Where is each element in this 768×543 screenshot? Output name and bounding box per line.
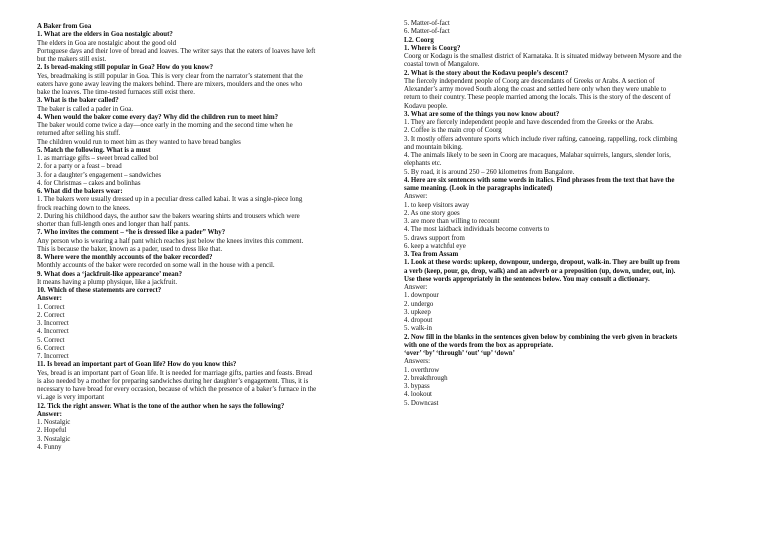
left-line-24: shorter than full-length ones and longer than half pants. <box>37 221 190 228</box>
right-line-34: 2. undergo <box>404 300 434 308</box>
left-line-44: necessary to have bread for every occasion, because of which the presence of a baker’s furnace in the <box>37 386 317 393</box>
left-line-2: The elders in Goa are nostalgic about the good old <box>37 39 177 47</box>
right-line-26: 5. draws support from <box>404 234 465 242</box>
left-line-45: vi..age is very important <box>37 394 105 402</box>
left-line-11: 4. When would the baker come every day? Why did the children run to meet him? <box>37 113 279 121</box>
right-line-0: 5. Matter-of-fact <box>404 20 450 27</box>
right-line-8: Alexander’s army moved South along the coast and settled here only when they were unable to <box>404 86 667 93</box>
left-line-37: 4. Incorrect <box>37 328 69 336</box>
right-line-24: 3. are more than willing to recount <box>404 218 500 225</box>
right-line-18: 5. By road, it is around 250 – 260 kilometres from Bangalore. <box>404 168 575 176</box>
left-line-28: 8. Where were the monthly accounts of the baker recorded? <box>37 254 213 261</box>
right-line-1: 6. Matter-of-fact <box>404 28 450 36</box>
right-line-15: and mountain biking. <box>404 143 463 151</box>
right-line-21: Answer: <box>404 193 428 201</box>
left-line-16: 1. as marriage gifts – sweet bread called bol <box>37 155 159 162</box>
left-line-41: 11. Is bread an important part of Goan life? How do you know this? <box>37 361 237 369</box>
right-line-35: 3. upkeep <box>404 308 431 316</box>
left-line-31: It means having a plump physique, like a jackfruit. <box>37 278 178 286</box>
left-line-14: The children would run to meet him as they wanted to have bread bangles <box>37 138 241 146</box>
left-line-7: eaters have gone away leaving the makers behind. There are mixers, moulders and the ones who <box>37 80 303 88</box>
left-column <box>37 23 387 452</box>
right-line-19: 4. Here are six sentences with some words in italics. Find phrases from the text that have the <box>404 176 675 184</box>
right-line-10: Kodavu people. <box>404 102 448 110</box>
left-line-29: Monthly accounts of the baker were recorded on some wall in the house with a pencil. <box>37 262 275 270</box>
left-line-42: Yes, bread is an important part of Goan life. It is needed for marriage gifts, parties and feasts. Bread <box>37 369 313 377</box>
left-line-22: frock reaching down to the knees. <box>37 204 131 212</box>
right-line-4: Coorg or Kodagu is the smallest district of Karnataka. It is situated midway between Mysore and the <box>404 53 682 60</box>
right-line-28: 3. Tea from Assam <box>404 251 459 258</box>
right-line-38: 2. Now fill in the blanks in the sentences given below by combining the verb given in brackets <box>404 333 678 341</box>
left-line-26: Any person who is wearing a half pant which reaches just below the knees invites this comment. <box>37 237 304 245</box>
right-line-17: elephants etc. <box>404 160 442 168</box>
left-line-35: 2. Correct <box>37 311 65 319</box>
right-line-9: return to their country. These people married among the locals. This is the story of the descent of <box>404 94 671 102</box>
left-line-17: 2. for a party or a feast – bread <box>37 163 122 171</box>
left-line-23: 2. During his childhood days, the author saw the bakers wearing shirts and trousers which were <box>37 212 300 220</box>
right-line-11: 3. What are some of the things you now know about? <box>404 110 560 118</box>
left-line-46: 12. Tick the right answer. What is the tone of the author when he says the following? <box>37 402 285 410</box>
right-line-29: 1. Look at these words: upkeep, downpour, undergo, dropout, walk-in. They are built up from <box>404 259 680 267</box>
left-line-48: 1. Nostalgic <box>37 419 71 426</box>
left-line-25: 7. Who invites the comment – “he is dressed like a pader” Why? <box>37 229 226 237</box>
left-line-4: but the makers still exist. <box>37 56 107 63</box>
right-line-20: same meaning. (Look in the paragraphs indicated) <box>404 185 553 192</box>
left-line-18: 3. for a daughter’s engagement – sandwiches <box>37 171 162 179</box>
right-column <box>404 20 749 408</box>
left-line-36: 3. Incorrect <box>37 320 69 327</box>
right-line-23: 2. As one story goes <box>404 209 460 217</box>
right-line-16: 4. The animals likely to be seen in Coorg are macaques, Malabar squirrels, langurs, slender loris, <box>404 152 671 159</box>
left-line-12: The baker would come twice a day—once early in the morning and the second time when he <box>37 122 293 129</box>
right-line-7: The fiercely independent people of Coorg are descendants of Greeks or Arabs. A section of <box>404 77 655 85</box>
right-line-40: ‘over’ ‘by’ ‘through’ ‘out’ ‘up’ ‘down’ <box>404 350 515 357</box>
right-line-25: 4. The most laidback individuals become converts to <box>404 226 550 234</box>
left-line-6: Yes, breadmaking is still popular in Goa. This is very clear from the narrator’s statement that the <box>37 72 303 80</box>
left-line-5: 2. Is bread-making still popular in Goa? How do you know? <box>37 64 214 72</box>
left-line-47: Answer: <box>37 410 62 418</box>
right-line-45: 4. lookout <box>404 391 432 399</box>
left-line-13: returned after selling his stuff. <box>37 130 121 138</box>
right-line-31: Use these words appropriately in the sentences below. You may consult a dictionary. <box>404 275 650 283</box>
right-line-42: 1. overthrow <box>404 366 440 374</box>
left-line-27: This is because the baker, known as a pader, used to dress like that. <box>37 245 223 253</box>
right-line-41: Answers: <box>404 358 431 366</box>
left-line-34: 1. Correct <box>37 303 65 311</box>
right-line-14: 3. It mostly offers adventure sports which include river rafting, canoeing, rappelling, rock climbing <box>404 135 678 143</box>
left-line-30: 9. What does a ‘jackfruit-like appearance’ mean? <box>37 270 183 278</box>
left-line-51: 4. Funny <box>37 443 62 451</box>
left-line-15: 5. Match the following. What is a must <box>37 146 151 154</box>
left-line-43: is also needed by a mother for preparing sandwiches during her daughter’s engagement. Thus, it is <box>37 377 309 385</box>
right-line-33: 1. downpour <box>404 292 439 300</box>
left-line-33: Answer: <box>37 295 62 303</box>
right-line-37: 5. walk-in <box>404 325 432 333</box>
left-line-32: 10. Which of these statements are correct? <box>37 287 162 294</box>
right-line-5: coastal town of Mangalore. <box>404 61 480 69</box>
right-line-12: 1. They are fiercely independent people and have descended from the Greeks or the Arabs. <box>404 119 654 126</box>
left-line-9: 3. What is the baker called? <box>37 97 119 105</box>
left-line-0: A Baker from Goa <box>37 23 92 30</box>
right-line-39: with one of the words from the box as appropriate. <box>404 341 554 349</box>
right-line-6: 2. What is the story about the Kodavu people’s descent? <box>404 69 569 77</box>
right-line-22: 1. to keep visitors away <box>404 201 470 209</box>
right-line-2: L2. Coorg <box>404 36 434 44</box>
right-line-13: 2. Coffee is the main crop of Coorg <box>404 127 502 135</box>
right-line-36: 4. dropout <box>404 317 433 324</box>
right-line-3: 1. Where is Coorg? <box>404 44 461 52</box>
left-line-8: bake the loaves. The time-tested furnaces still exist there. <box>37 89 195 96</box>
left-line-3: Portuguese days and their love of bread and loaves. The writer says that the eaters of loaves have left <box>37 47 316 55</box>
right-line-44: 3. bypass <box>404 383 430 390</box>
right-line-32: Answer: <box>404 284 428 291</box>
right-line-30: a verb (keep, pour, go, drop, walk) and an adverb or a preposition (up, down, under, out, in). <box>404 267 676 275</box>
right-line-46: 5. Downcast <box>404 399 439 407</box>
left-line-39: 6. Correct <box>37 344 65 352</box>
right-line-43: 2. breakthrough <box>404 374 448 382</box>
left-line-20: 6. What did the bakers wear: <box>37 188 123 195</box>
left-line-49: 2. Hopeful <box>37 427 67 435</box>
left-line-50: 3. Nostalgic <box>37 435 71 443</box>
left-line-1: 1. What are the elders in Goa nostalgic about? <box>37 31 173 39</box>
left-line-40: 7. Incorrect <box>37 353 69 360</box>
left-line-19: 4. for Christmas – cakes and bolinhas <box>37 179 141 187</box>
left-line-21: 1. The bakers were usually dressed up in a peculiar dress called kabai. It was a single-piece long <box>37 196 303 204</box>
right-line-27: 6. keep a watchful eye <box>404 242 466 250</box>
left-line-38: 5. Correct <box>37 336 65 344</box>
left-line-10: The baker is called a pader in Goa. <box>37 105 134 113</box>
